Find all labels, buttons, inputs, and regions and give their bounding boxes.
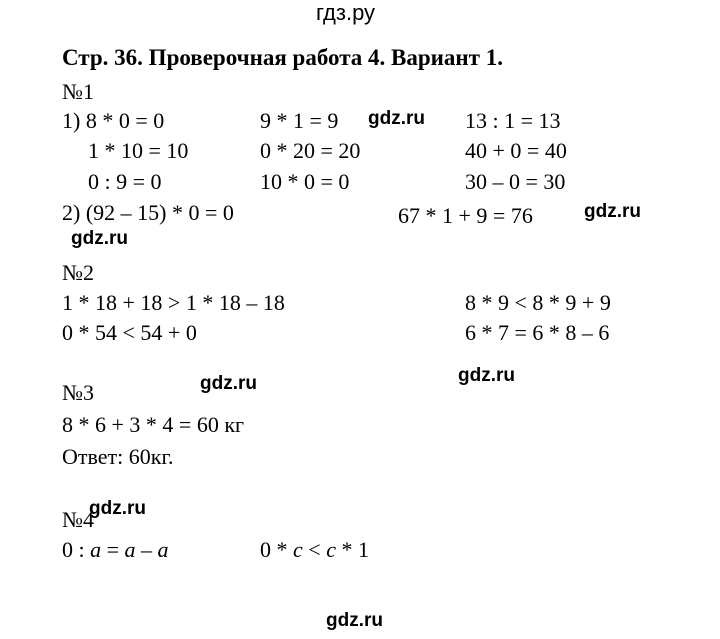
- watermark: gdz.ru: [458, 365, 515, 386]
- task1-row3-col2: 10 * 0 = 0: [260, 169, 350, 194]
- task3-answer: Ответ: 60кг.: [62, 444, 174, 469]
- task2-row1-left: 1 * 18 + 18 > 1 * 18 – 18: [62, 290, 285, 315]
- task4-expr1: 0 : a = a – a: [62, 537, 169, 562]
- task4-expr2: 0 * c < c * 1: [260, 537, 369, 562]
- task2-row2-left: 0 * 54 < 54 + 0: [62, 320, 197, 345]
- task1-row3-col1: 0 : 9 = 0: [88, 169, 162, 194]
- watermark: gdz.ru: [326, 610, 383, 631]
- task2-row1-right: 8 * 9 < 8 * 9 + 9: [465, 290, 611, 315]
- watermark: gdz.ru: [584, 201, 641, 222]
- watermark: gdz.ru: [368, 108, 425, 129]
- task1-row2-col3: 40 + 0 = 40: [465, 138, 567, 163]
- task1-row1-col3: 13 : 1 = 13: [465, 108, 561, 133]
- task2-label: №2: [62, 260, 94, 285]
- task1-row2-col1: 1 * 10 = 10: [88, 138, 189, 163]
- watermark: gdz.ru: [89, 498, 146, 519]
- task1-row1-col1: 1) 8 * 0 = 0: [62, 108, 165, 133]
- task1-label: №1: [62, 79, 94, 104]
- task2-row2-right: 6 * 7 = 6 * 8 – 6: [465, 320, 610, 345]
- task1-row2-col2: 0 * 20 = 20: [260, 138, 361, 163]
- task1-part2-left: 2) (92 – 15) * 0 = 0: [62, 200, 234, 225]
- task1-row3-col3: 30 – 0 = 30: [465, 169, 566, 194]
- task4-label: №4: [62, 507, 94, 532]
- task3-label: №3: [62, 380, 94, 405]
- watermark: gdz.ru: [71, 228, 128, 249]
- watermark: gdz.ru: [200, 373, 257, 394]
- task1-part2-right: 67 * 1 + 9 = 76: [398, 203, 533, 228]
- task3-equation: 8 * 6 + 3 * 4 = 60 кг: [62, 412, 245, 437]
- task1-row1-col2: 9 * 1 = 9: [260, 108, 339, 133]
- watermark-top: гдз.ру: [316, 0, 376, 25]
- page-title: Стр. 36. Проверочная работа 4. Вариант 1.: [62, 45, 503, 70]
